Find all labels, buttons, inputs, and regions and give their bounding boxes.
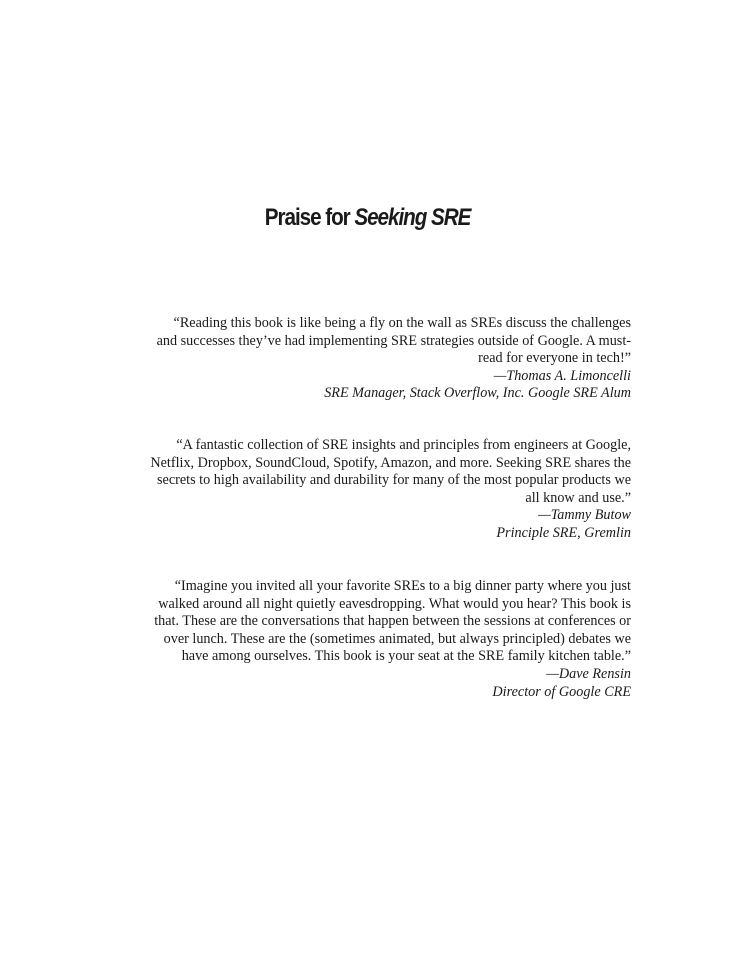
quote-text: “A fantastic collection of SRE insights and principles from engineers at Google, Netflix, Dropbox, SoundCloud, Spotify, Amazon, and more. Seeking SRE shares the secrets to high availability and durability for many of the most popular products we all know and use.” bbox=[150, 437, 631, 506]
quote-author-role: Principle SRE, Gremlin bbox=[496, 524, 631, 541]
title-book-name: Seeking SRE bbox=[354, 204, 471, 231]
title-prefix: Praise for bbox=[264, 204, 355, 231]
page-title bbox=[52, 204, 684, 232]
testimonial-limoncelli bbox=[150, 315, 631, 403]
testimonial-rensin bbox=[150, 578, 631, 701]
quote-author: —Dave Rensin bbox=[546, 665, 631, 682]
quote-author-role: Director of Google CRE bbox=[492, 683, 631, 700]
testimonial-butow bbox=[150, 437, 631, 543]
quote-author-role: SRE Manager, Stack Overflow, Inc. Google SRE Alum bbox=[324, 385, 631, 402]
quote-author: —Tammy Butow bbox=[538, 507, 631, 524]
quote-author: —Thomas A. Limoncelli bbox=[493, 367, 631, 384]
quote-text: “Reading this book is like being a fly on the wall as SREs discuss the challenges and successes they’ve had implementing SRE strategies outside of Google. A must-read for everyone in tech!” bbox=[156, 315, 631, 367]
quote-text: “Imagine you invited all your favorite SREs to a big dinner party where you just walked around all night quietly eavesdropping. What would you hear? This book is that. These are the conversations that happen between the sessions at conferences or over lunch. These are the (sometimes animated, but always principled) debates we have among ourselves. This book is your seat at the SRE family kitchen table.” bbox=[154, 578, 631, 665]
